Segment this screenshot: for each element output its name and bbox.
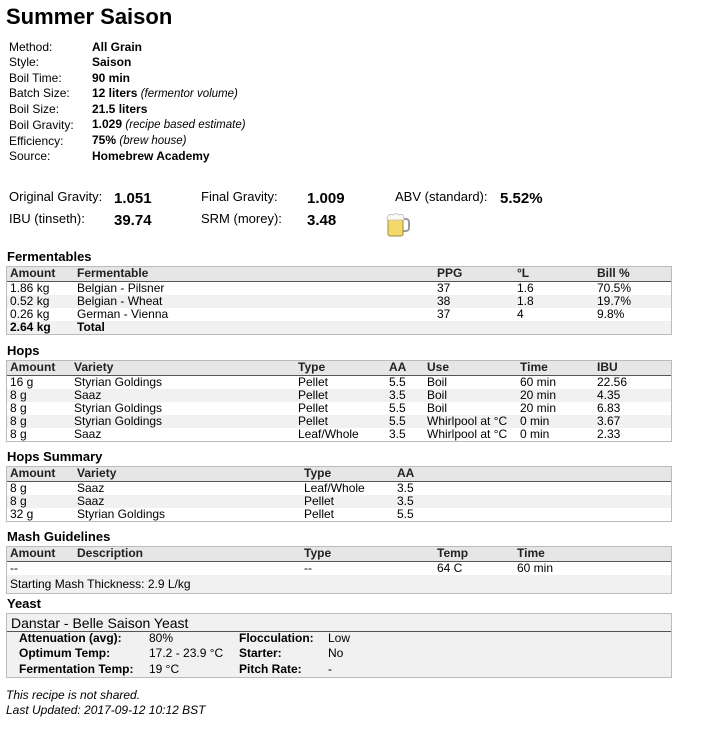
column-header: Variety <box>74 467 301 481</box>
spec-value: Homebrew Academy <box>92 149 210 164</box>
spec-value: 75% <box>92 133 117 148</box>
spec-value: 12 liters <box>92 85 138 100</box>
stat-value: 1.009 <box>307 190 345 207</box>
flocculation-label: Flocculation: <box>239 631 314 645</box>
spec-label: Boil Time: <box>9 70 62 85</box>
spec-label: Boil Gravity: <box>9 117 74 132</box>
cell-fermentable: German - Vienna <box>77 306 169 321</box>
spec-row <box>9 149 246 164</box>
cell-type: Pellet <box>301 495 394 508</box>
cell-ppg: 37 <box>437 306 451 321</box>
cell-aa: 3.5 <box>394 495 671 508</box>
spec-label: Efficiency: <box>9 133 64 148</box>
spec-row <box>9 40 246 55</box>
cell-type: Pellet <box>295 389 386 402</box>
yeast-heading: Yeast <box>7 596 41 611</box>
cell-variety: Styrian Goldings <box>77 506 166 521</box>
spec-note: (fermentor volume) <box>140 87 238 100</box>
spec-label: Style: <box>9 55 40 70</box>
fermentables-table <box>6 266 672 335</box>
cell-ibu: 22.56 <box>597 374 628 389</box>
spec-label: Boil Size: <box>9 102 60 117</box>
table-row <box>7 561 671 575</box>
cell-use: Whirlpool at °C <box>427 426 508 441</box>
cell-type: Pellet <box>298 374 329 389</box>
table-row <box>7 308 671 321</box>
mash-thickness-note: Starting Mash Thickness: 2.9 L/kg <box>7 575 671 593</box>
spec-row <box>9 86 246 102</box>
last-updated: Last Updated: 2017-09-12 10:12 BST <box>6 703 206 717</box>
stat-label: SRM (morey): <box>201 211 282 226</box>
cell-amount: 8 g <box>10 480 27 495</box>
cell-fermentable: Belgian - Wheat <box>74 295 434 308</box>
column-header: Time <box>514 547 671 561</box>
mash-table <box>6 546 672 594</box>
table-row <box>7 415 671 428</box>
table-row <box>7 402 671 415</box>
hops-summary-heading: Hops Summary <box>7 449 103 464</box>
column-header: Description <box>74 547 301 561</box>
cell-use: Whirlpool at °C <box>424 415 517 428</box>
column-header: Amount <box>7 361 71 375</box>
optimum-temp-label: Optimum Temp: <box>19 646 111 660</box>
table-total-row <box>7 321 671 334</box>
cell-ibu: 3.67 <box>594 415 671 428</box>
spec-note: (brew house) <box>119 135 187 148</box>
stat-label: Final Gravity: <box>201 189 278 204</box>
cell-bill: 19.7% <box>594 295 671 308</box>
fermentation-temp-label: Fermentation Temp: <box>19 662 134 676</box>
stat-label: Original Gravity: <box>9 189 103 204</box>
table-header <box>7 547 671 561</box>
column-header: Variety <box>71 361 295 375</box>
spec-value: All Grain <box>92 40 143 55</box>
table-header <box>7 267 671 281</box>
column-header: Fermentable <box>74 267 434 281</box>
recipe-title: Summer Saison <box>6 4 173 29</box>
beer-mug-icon <box>386 211 410 237</box>
spec-row <box>9 133 246 149</box>
stat-value: 1.051 <box>114 190 152 207</box>
optimum-temp-value: 17.2 - 23.9 °C <box>149 646 224 660</box>
table-row <box>7 495 671 508</box>
column-header: AA <box>386 361 424 375</box>
attenuation-label: Attenuation (avg): <box>19 631 122 645</box>
table-row <box>7 375 671 389</box>
column-header: Time <box>517 361 594 375</box>
cell-type: -- <box>304 560 312 575</box>
shared-status: This recipe is not shared. <box>6 688 141 702</box>
cell-type: Leaf/Whole <box>298 426 359 441</box>
spec-value: Saison <box>92 55 132 70</box>
cell-amount: 32 g <box>10 506 34 521</box>
spec-value: 21.5 liters <box>92 102 148 117</box>
cell-time: 20 min <box>517 389 594 402</box>
stat-label: ABV (standard): <box>395 189 488 204</box>
stat-value: 39.74 <box>114 212 152 229</box>
cell-amount: 8 g <box>10 426 27 441</box>
cell-amount: 8 g <box>10 400 27 415</box>
hops-heading: Hops <box>7 343 40 358</box>
cell-use: Boil <box>427 374 448 389</box>
spec-label: Batch Size: <box>9 86 70 101</box>
spec-row <box>9 71 246 86</box>
cell-amount: 0.52 kg <box>7 295 74 308</box>
spec-row <box>9 55 246 70</box>
spec-value: 90 min <box>92 70 131 85</box>
spec-label: Source: <box>9 149 51 164</box>
cell-bill: 9.8% <box>597 306 625 321</box>
cell-variety: Styrian Goldings <box>74 374 163 389</box>
cell-ppg: 38 <box>434 295 514 308</box>
table-row <box>7 428 671 441</box>
cell-fermentable: Belgian - Pilsner <box>77 280 165 295</box>
table-row <box>7 295 671 308</box>
cell-aa: 5.5 <box>386 415 424 428</box>
cell-variety: Saaz <box>74 426 102 441</box>
table-row <box>7 481 671 495</box>
cell-ibu: 2.33 <box>597 426 621 441</box>
cell-amount: 8 g <box>7 415 71 428</box>
total-label: Total <box>74 321 434 334</box>
cell-type: Leaf/Whole <box>304 480 365 495</box>
table-header <box>7 361 671 375</box>
cell-type: Pellet <box>298 400 329 415</box>
pitch-rate-label: Pitch Rate: <box>239 662 302 676</box>
table-header <box>7 467 671 481</box>
cell-lovibond: 1.8 <box>514 295 594 308</box>
spec-label: Method: <box>9 40 53 55</box>
column-header: Amount <box>7 547 74 561</box>
cell-time: 60 min <box>520 374 557 389</box>
yeast-name: Danstar - Belle Saison Yeast <box>11 615 189 631</box>
cell-amount: -- <box>10 560 18 575</box>
cell-time: 0 min <box>517 415 594 428</box>
cell-amount: 16 g <box>10 374 34 389</box>
spec-row <box>9 102 246 117</box>
stat-value: 3.48 <box>307 212 337 229</box>
cell-variety: Saaz <box>74 495 301 508</box>
stat-value: 5.52% <box>500 190 543 207</box>
cell-time: 0 min <box>520 426 550 441</box>
cell-amount: 8 g <box>7 495 74 508</box>
column-header: Amount <box>7 267 74 281</box>
total-amount: 2.64 kg <box>7 321 74 334</box>
column-header: Type <box>301 547 434 561</box>
column-header: Amount <box>7 467 74 481</box>
mash-heading: Mash Guidelines <box>7 529 111 544</box>
cell-time: 60 min <box>517 560 554 575</box>
attenuation-value: 80% <box>149 631 174 645</box>
cell-bill: 70.5% <box>597 280 632 295</box>
cell-use: Boil <box>427 400 448 415</box>
spec-note: (recipe based estimate) <box>125 119 246 132</box>
yeast-box <box>6 613 672 678</box>
spec-value: 1.029 <box>92 117 123 132</box>
column-header: Temp <box>434 547 514 561</box>
cell-amount: 0.26 kg <box>10 306 50 321</box>
cell-ibu: 4.35 <box>594 389 671 402</box>
fermentation-temp-value: 19 °C <box>149 662 180 676</box>
flocculation-value: Low <box>328 631 351 645</box>
cell-amount: 8 g <box>7 389 71 402</box>
column-header: PPG <box>434 267 514 281</box>
cell-ibu: 6.83 <box>597 400 621 415</box>
hops-table <box>6 360 672 442</box>
stat-label: IBU (tinseth): <box>9 211 85 226</box>
table-row <box>7 508 671 521</box>
cell-lovibond: 1.6 <box>517 280 534 295</box>
column-header: Bill % <box>594 267 671 281</box>
fermentables-heading: Fermentables <box>7 249 92 264</box>
cell-variety: Saaz <box>77 480 105 495</box>
cell-variety: Styrian Goldings <box>74 400 163 415</box>
cell-aa: 5.5 <box>389 374 406 389</box>
starter-label: Starter: <box>239 646 282 660</box>
column-header: AA <box>394 467 671 481</box>
column-header: Type <box>295 361 386 375</box>
spec-row <box>9 117 246 133</box>
cell-aa: 3.5 <box>389 426 406 441</box>
table-row <box>7 389 671 402</box>
cell-variety: Styrian Goldings <box>71 415 295 428</box>
cell-aa: 3.5 <box>397 480 414 495</box>
cell-aa: 5.5 <box>397 506 414 521</box>
cell-amount: 1.86 kg <box>10 280 50 295</box>
cell-type: Pellet <box>295 415 386 428</box>
column-header: Use <box>424 361 517 375</box>
column-header: IBU <box>594 361 671 375</box>
cell-use: Boil <box>424 389 517 402</box>
cell-aa: 3.5 <box>386 389 424 402</box>
column-header: Type <box>301 467 394 481</box>
cell-time: 20 min <box>520 400 557 415</box>
cell-lovibond: 4 <box>517 306 524 321</box>
pitch-rate-value: - <box>328 662 332 676</box>
cell-ppg: 37 <box>437 280 451 295</box>
cell-type: Pellet <box>304 506 335 521</box>
cell-description <box>74 561 301 575</box>
cell-aa: 5.5 <box>389 400 406 415</box>
recipe-specs <box>9 40 246 164</box>
hops-summary-table <box>6 466 672 522</box>
cell-temp: 64 C <box>437 560 463 575</box>
column-header: °L <box>514 267 594 281</box>
starter-value: No <box>328 646 344 660</box>
cell-variety: Saaz <box>71 389 295 402</box>
table-row <box>7 281 671 295</box>
